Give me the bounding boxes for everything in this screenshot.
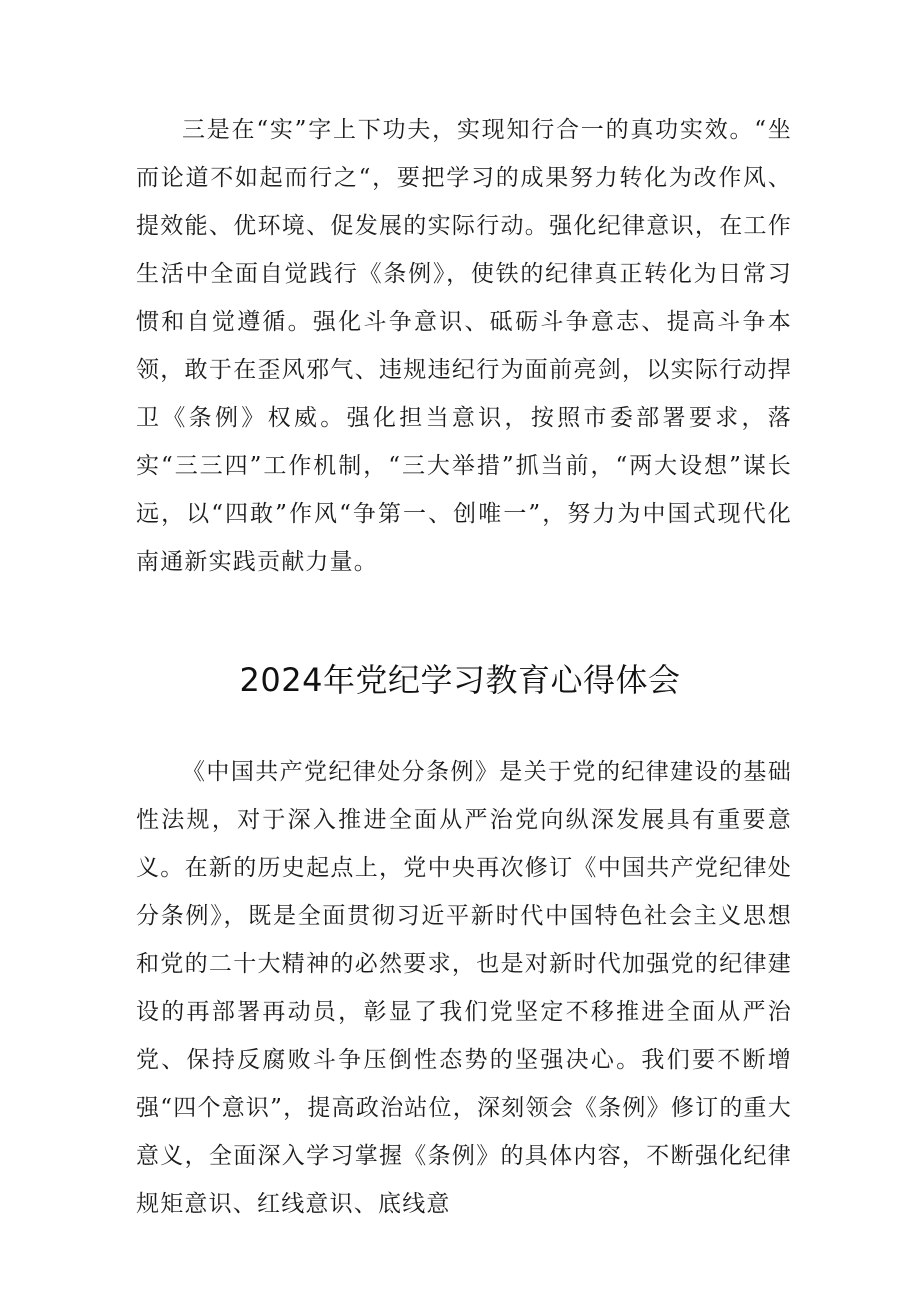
- body-paragraph-2: 《中国共产党纪律处分条例》是关于党的纪律建设的基础性法规，对于深入推进全面从严治党向纵深发展具有重要意义。在新的历史起点上，党中央再次修订《中国共产党纪律处分条例》，既是全面贯彻习近平新时代中国特色社会主义思想和党的二十大精神的必然要求，也是对新时代加强党的纪律建设的再部署再动员，彰显了我们党坚定不移推进全面从严治党、保持反腐败斗争压倒性态势的坚强决心。我们要不断增强“四个意识”，提高政治站位，深刻领会《条例》修订的重大意义，全面深入学习掌握《条例》的具体内容，不断强化纪律规矩意识、红线意识、底线意: [136, 759, 792, 1217]
- body-paragraph-1: 三是在“实”字上下功夫，实现知行合一的真功实效。“坐而论道不如起而行之“，要把学习的成果努力转化为改作风、提效能、优环境、促发展的实际行动。强化纪律意识，在工作生活中全面自觉践行《条例》，使铁的纪律真正转化为日常习惯和自觉遵循。强化斗争意识、砥砺斗争意志、提高斗争本领，敢于在歪风邪气、违规违纪行为面前亮剑，以实际行动捍卫《条例》权威。强化担当意识，按照市委部署要求，落实“三三四”工作机制，“三大举措”抓当前，“两大设想”谋长远，以“四敢”作风“争第一、创唯一”，努力为中国式现代化南通新实践贡献力量。: [136, 117, 792, 575]
- document-title: 2024年党纪学习教育心得体会: [239, 661, 681, 699]
